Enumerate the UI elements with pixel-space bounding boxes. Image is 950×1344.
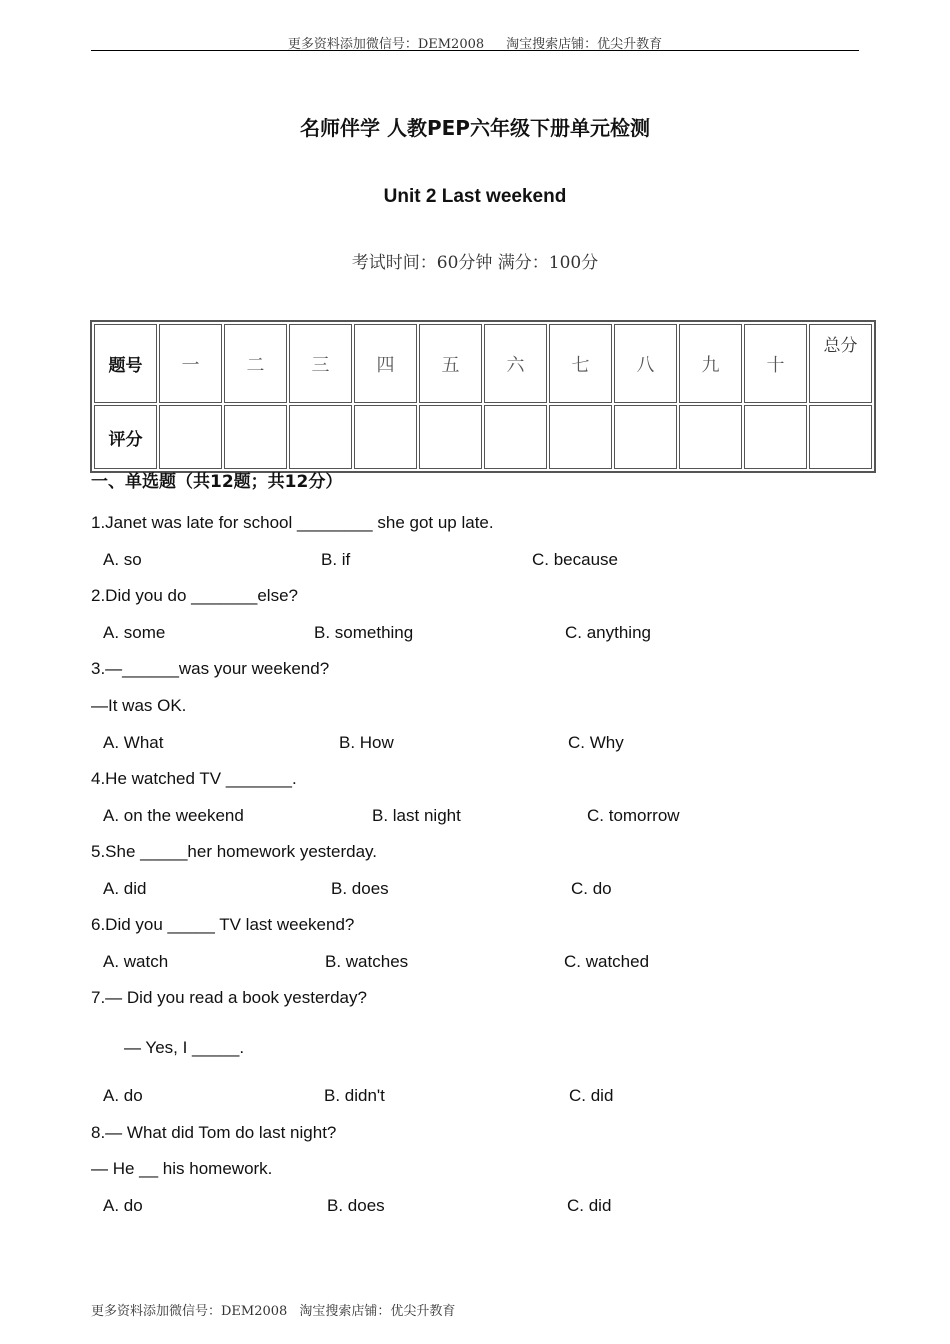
question-7-option-b: B. didn't (324, 1086, 385, 1105)
grade-label: 评分 (94, 405, 157, 469)
question-6-option-a: A. watch (103, 952, 169, 971)
question-3-option-a: A. What (103, 733, 164, 752)
question-7-option-c: C. did (569, 1086, 614, 1105)
question-5-stem: 5.She _____her homework yesterday. (91, 842, 378, 861)
score-col-5: 五 (419, 324, 482, 403)
question-2-option-a: A. some (103, 623, 166, 642)
grade-cell (744, 405, 807, 469)
question-1-option-b: B. if (321, 550, 351, 569)
header-wechat: 更多资料添加微信号：DEM2008 (287, 37, 485, 52)
question-2-option-b: B. something (314, 623, 414, 642)
section-title: 一、单选题（共12题；共12分） (91, 472, 343, 492)
question-4-option-b: B. last night (372, 806, 461, 825)
score-col-7: 七 (549, 324, 612, 403)
header-divider (91, 50, 859, 51)
question-4-option-c: C. tomorrow (587, 806, 680, 825)
grade-cell (224, 405, 287, 469)
grade-cell (614, 405, 677, 469)
question-8-option-c: C. did (567, 1196, 612, 1215)
question-8-option-a: A. do (103, 1196, 143, 1215)
score-table (90, 320, 876, 473)
header-shop: 淘宝搜索店铺：优尖升教育 (506, 37, 663, 52)
question-7-reply: — Yes, I _____. (124, 1038, 245, 1057)
question-6-option-c: C. watched (564, 952, 650, 971)
question-2-stem: 2.Did you do _______else? (91, 586, 298, 605)
score-col-4: 四 (354, 324, 417, 403)
question-8-reply: — He __ his homework. (91, 1159, 273, 1178)
grade-cell (484, 405, 547, 469)
grade-cell (289, 405, 352, 469)
score-col-8: 八 (614, 324, 677, 403)
grade-cell (354, 405, 417, 469)
question-3-option-c: C. Why (568, 733, 624, 752)
score-col-3: 三 (289, 324, 352, 403)
exam-info: 考试时间：60分钟 满分：100分 (351, 253, 599, 273)
question-6-stem: 6.Did you _____ TV last weekend? (91, 915, 355, 934)
footer-wechat: 更多资料添加微信号：DEM2008 (91, 1304, 288, 1319)
question-1-stem: 1.Janet was late for school ________ she got up late. (91, 513, 494, 532)
page-title: 名师伴学 人教PEP六年级下册单元检测 (300, 116, 650, 140)
score-col-1: 一 (159, 324, 222, 403)
question-4-option-a: A. on the weekend (103, 806, 244, 825)
unit-subtitle: Unit 2 Last weekend (383, 186, 567, 207)
grade-cell (809, 405, 872, 469)
question-7-option-a: A. do (103, 1086, 143, 1105)
question-3-reply: —It was OK. (91, 696, 187, 715)
score-col-2: 二 (224, 324, 287, 403)
grade-cell (679, 405, 742, 469)
grade-cell (419, 405, 482, 469)
question-1-option-c: C. because (532, 550, 618, 569)
score-col-9: 九 (679, 324, 742, 403)
score-col-10: 十 (744, 324, 807, 403)
score-col-6: 六 (484, 324, 547, 403)
question-5-option-c: C. do (571, 879, 612, 898)
score-table-grade-row (94, 405, 872, 469)
question-3-option-b: B. How (339, 733, 394, 752)
question-4-stem: 4.He watched TV _______. (91, 769, 297, 788)
question-7-stem: 7.— Did you read a book yesterday? (91, 988, 367, 1007)
question-1-option-a: A. so (103, 550, 142, 569)
question-5-option-b: B. does (331, 879, 389, 898)
score-table-header-row (94, 324, 872, 403)
question-8-option-b: B. does (327, 1196, 385, 1215)
page-footer (91, 1300, 455, 1319)
footer-shop: 淘宝搜索店铺：优尖升教育 (299, 1304, 456, 1319)
total-score-label: 总分 (809, 324, 872, 403)
question-5-option-a: A. did (103, 879, 147, 898)
question-2-option-c: C. anything (565, 623, 651, 642)
question-8-stem: 8.— What did Tom do last night? (91, 1123, 337, 1142)
grade-cell (549, 405, 612, 469)
grade-cell (159, 405, 222, 469)
question-3-stem: 3.—______was your weekend? (91, 659, 330, 678)
question-6-option-b: B. watches (325, 952, 409, 971)
question-number-label: 题号 (94, 324, 157, 403)
